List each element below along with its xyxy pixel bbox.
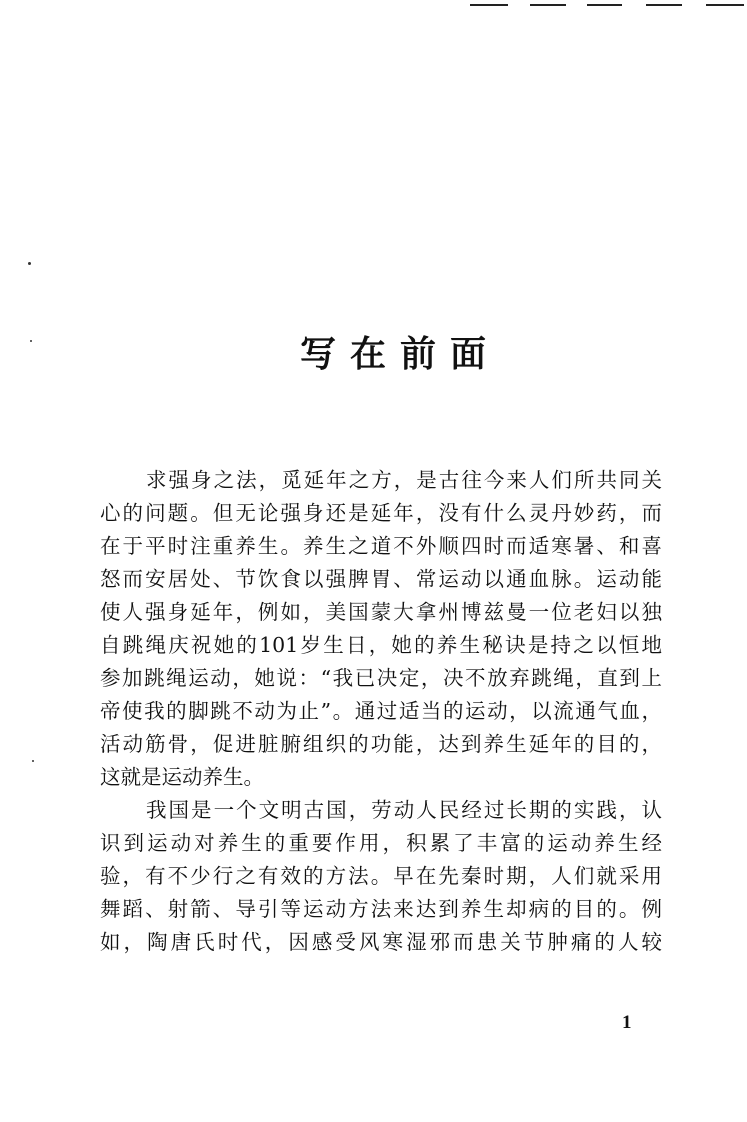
text-line: 求强身之法，觅延年之方，是古往今来人们所共同关 [146, 468, 662, 492]
header-rule [587, 4, 622, 6]
text-line: 在于平时注重养生。养生之道不外顺四时而适寒暑、和喜 [100, 534, 662, 558]
text-line: 自跳绳庆祝她的101岁生日，她的养生秘诀是持之以恒地 [100, 633, 662, 657]
text-line: 验，有不少行之有效的方法。早在先秦时期，人们就采用 [100, 864, 662, 888]
text-line: 参加跳绳运动，她说：“我已决定，决不放弃跳绳，直到上 [100, 666, 662, 690]
header-rule [706, 4, 744, 6]
text-line: 使人强身延年，例如，美国蒙大拿州博兹曼一位老妇以独 [100, 600, 662, 624]
text-line: 识到运动对养生的重要作用，积累了丰富的运动养生经 [100, 831, 662, 855]
scan-speck [32, 760, 34, 762]
header-rule [646, 4, 682, 6]
text-line: 舞蹈、射箭、导引等运动方法来达到养生却病的目的。例 [100, 897, 662, 921]
text-line: 我国是一个文明古国，劳动人民经过长期的实践，认 [146, 798, 662, 822]
text-line: 如，陶唐氏时代，因感受风寒湿邪而患关节肿痛的人较 [100, 930, 662, 954]
text-line: 活动筋骨，促进脏腑组织的功能，达到养生延年的目的， [100, 732, 662, 756]
text-line: 这就是运动养生。 [100, 765, 264, 789]
body-text [100, 464, 662, 959]
text-line: 帝使我的脚跳不动为止”。通过适当的运动，以流通气血， [100, 699, 662, 723]
scan-speck [30, 340, 32, 342]
text-line: 心的问题。但无论强身还是延年，没有什么灵丹妙药，而 [100, 501, 662, 525]
page-title: 写在前面 [299, 333, 500, 375]
scan-speck [28, 262, 31, 265]
text-line: 怒而安居处、节饮食以强脾胃、常运动以通血脉。运动能 [100, 567, 662, 591]
header-rule [470, 4, 508, 6]
header-rule [530, 4, 566, 6]
page-number: 1 [622, 1012, 632, 1033]
